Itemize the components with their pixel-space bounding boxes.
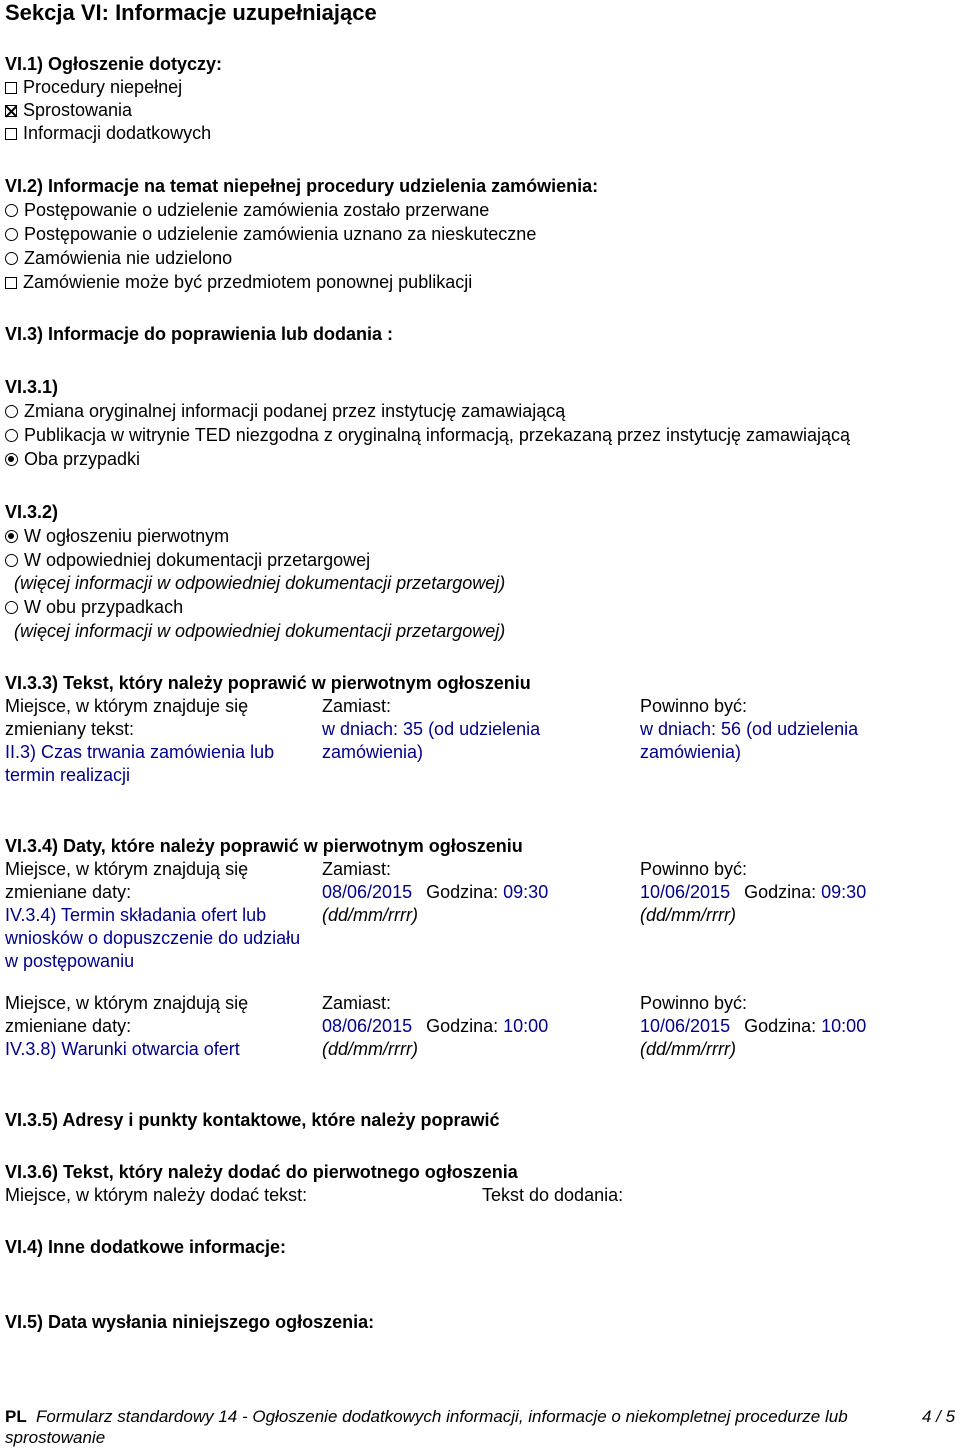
vi2-option-nieskuteczne[interactable] bbox=[5, 223, 536, 245]
vi34-entry1-place-3: w postępowaniu bbox=[5, 951, 135, 971]
option-label: Procedury niepełnej bbox=[23, 77, 183, 97]
vi33-place-value-2: termin realizacji bbox=[5, 765, 131, 785]
vi33-instead-label: Zamiast: bbox=[322, 696, 392, 716]
checkbox-unchecked-icon bbox=[5, 82, 17, 94]
vi34-place-label: Miejsce, w którym znajdują się bbox=[5, 993, 249, 1013]
vi31-option-oba[interactable] bbox=[5, 448, 140, 470]
vi34-entry1-should-format: (dd/mm/rrrr) bbox=[640, 905, 736, 925]
vi1-option-procedury[interactable] bbox=[5, 76, 182, 98]
footer-lang: PL bbox=[5, 1407, 27, 1426]
vi33-heading: VI.3.3) Tekst, który należy poprawić w pierwotnym ogłoszeniu bbox=[5, 673, 531, 693]
vi34-entry1-should-datetime bbox=[640, 881, 866, 903]
vi31-heading: VI.3.1) bbox=[5, 377, 59, 397]
vi1-option-informacji[interactable] bbox=[5, 122, 211, 144]
vi2-option-ponowna-publikacja[interactable] bbox=[5, 271, 472, 293]
time-label: Godzina: bbox=[426, 882, 499, 902]
vi34-place-label: Miejsce, w którym znajdują się bbox=[5, 859, 249, 879]
vi33-place-value: II.3) Czas trwania zamówienia lub bbox=[5, 742, 275, 762]
vi34-place-label-2: zmieniane daty: bbox=[5, 1016, 132, 1036]
option-label: W ogłoszeniu pierwotnym bbox=[24, 526, 230, 546]
vi32-heading: VI.3.2) bbox=[5, 502, 59, 522]
vi4-heading: VI.4) Inne dodatkowe informacje: bbox=[5, 1237, 287, 1257]
vi34-entry1-place-2: wniosków o dopuszczenie do udziału bbox=[5, 928, 301, 948]
time-label: Godzina: bbox=[744, 882, 817, 902]
option-label: Postępowanie o udzielenie zamówienia zostało przerwane bbox=[24, 200, 490, 220]
radio-selected-icon bbox=[5, 453, 18, 466]
radio-unselected-icon bbox=[5, 228, 18, 241]
vi2-option-nie-udzielono[interactable] bbox=[5, 247, 232, 269]
vi34-entry2-instead-format: (dd/mm/rrrr) bbox=[322, 1039, 418, 1059]
vi31-option-publikacja-ted[interactable] bbox=[5, 424, 850, 446]
vi32-option-pierwotne[interactable] bbox=[5, 525, 229, 547]
time-label: Godzina: bbox=[426, 1016, 499, 1036]
option-label: Zmiana oryginalnej informacji podanej przez instytucję zamawiającą bbox=[24, 401, 566, 421]
vi34-entry1-should-label: Powinno być: bbox=[640, 859, 748, 879]
vi34-entry2-should-format: (dd/mm/rrrr) bbox=[640, 1039, 736, 1059]
vi1-option-sprostowania[interactable] bbox=[5, 99, 132, 121]
radio-unselected-icon bbox=[5, 405, 18, 418]
vi32-option-oba[interactable] bbox=[5, 596, 183, 618]
vi34-entry2-instead-label: Zamiast: bbox=[322, 993, 392, 1013]
vi32-option-dokumentacja-note: (więcej informacji w odpowiedniej dokumentacji przetargowej) bbox=[14, 573, 506, 593]
vi33-should-value: w dniach: 56 (od udzielenia bbox=[640, 719, 859, 739]
option-label: W obu przypadkach bbox=[24, 597, 184, 617]
instead-time: 10:00 bbox=[503, 1016, 549, 1036]
option-label: Zamówienie może być przedmiotem ponownej publikacji bbox=[23, 272, 473, 292]
vi34-entry2-should-datetime bbox=[640, 1015, 866, 1037]
checkbox-unchecked-icon bbox=[5, 128, 17, 140]
option-label: Publikacja w witrynie TED niezgodna z oryginalną informacją, przekazaną przez instytucję zamawiającą bbox=[24, 425, 851, 445]
vi33-place-label: Miejsce, w którym znajduje się bbox=[5, 696, 249, 716]
vi34-entry2-should-label: Powinno być: bbox=[640, 993, 748, 1013]
vi36-text-label: Tekst do dodania: bbox=[482, 1185, 624, 1205]
vi33-should-label: Powinno być: bbox=[640, 696, 748, 716]
should-date: 10/06/2015 bbox=[640, 1016, 731, 1036]
footer-form-title: Formularz standardowy 14 - Ogłoszenie dodatkowych informacji, informacje o niekompletnej procedurze lub bbox=[36, 1407, 848, 1426]
checkbox-unchecked-icon bbox=[5, 277, 17, 289]
radio-unselected-icon bbox=[5, 554, 18, 567]
vi33-place-label-2: zmieniany tekst: bbox=[5, 719, 135, 739]
vi1-heading: VI.1) Ogłoszenie dotyczy: bbox=[5, 54, 223, 74]
vi34-entry2-instead-datetime bbox=[322, 1015, 548, 1037]
vi36-place-label: Miejsce, w którym należy dodać tekst: bbox=[5, 1185, 308, 1205]
vi34-entry1-place: IV.3.4) Termin składania ofert lub bbox=[5, 905, 267, 925]
vi33-instead-value: w dniach: 35 (od udzielenia bbox=[322, 719, 541, 739]
radio-unselected-icon bbox=[5, 252, 18, 265]
vi32-option-dokumentacja[interactable] bbox=[5, 549, 370, 571]
option-label: W odpowiedniej dokumentacji przetargowej bbox=[24, 550, 371, 570]
section-title: Sekcja VI: Informacje uzupełniające bbox=[5, 0, 377, 25]
vi34-entry2-place: IV.3.8) Warunki otwarcia ofert bbox=[5, 1039, 240, 1059]
radio-unselected-icon bbox=[5, 601, 18, 614]
vi34-heading: VI.3.4) Daty, które należy poprawić w pierwotnym ogłoszeniu bbox=[5, 836, 523, 856]
vi33-instead-value-2: zamówienia) bbox=[322, 742, 424, 762]
vi34-place-label-2: zmieniane daty: bbox=[5, 882, 132, 902]
option-label: Zamówienia nie udzielono bbox=[24, 248, 233, 268]
time-label: Godzina: bbox=[744, 1016, 817, 1036]
option-label: Oba przypadki bbox=[24, 449, 141, 469]
should-time: 09:30 bbox=[821, 882, 867, 902]
vi33-should-value-2: zamówienia) bbox=[640, 742, 742, 762]
instead-date: 08/06/2015 bbox=[322, 1016, 413, 1036]
option-label: Informacji dodatkowych bbox=[23, 123, 212, 143]
vi34-entry1-instead-datetime bbox=[322, 881, 548, 903]
radio-unselected-icon bbox=[5, 204, 18, 217]
footer-form-title-2: sprostowanie bbox=[5, 1428, 106, 1447]
vi34-entry1-instead-format: (dd/mm/rrrr) bbox=[322, 905, 418, 925]
vi31-option-zmiana[interactable] bbox=[5, 400, 565, 422]
footer-page-number: 4 / 5 bbox=[922, 1407, 956, 1426]
radio-unselected-icon bbox=[5, 429, 18, 442]
checkbox-checked-icon bbox=[5, 105, 17, 117]
should-time: 10:00 bbox=[821, 1016, 867, 1036]
radio-selected-icon bbox=[5, 530, 18, 543]
vi3-heading: VI.3) Informacje do poprawienia lub dodania : bbox=[5, 324, 394, 344]
option-label: Postępowanie o udzielenie zamówienia uznano za nieskuteczne bbox=[24, 224, 537, 244]
instead-date: 08/06/2015 bbox=[322, 882, 413, 902]
vi2-option-przerwane[interactable] bbox=[5, 199, 489, 221]
vi32-option-oba-note: (więcej informacji w odpowiedniej dokumentacji przetargowej) bbox=[14, 621, 506, 641]
option-label: Sprostowania bbox=[23, 100, 133, 120]
vi34-entry1-instead-label: Zamiast: bbox=[322, 859, 392, 879]
vi35-heading: VI.3.5) Adresy i punkty kontaktowe, które należy poprawić bbox=[5, 1110, 500, 1130]
vi5-heading: VI.5) Data wysłania niniejszego ogłoszenia: bbox=[5, 1312, 375, 1332]
vi36-heading: VI.3.6) Tekst, który należy dodać do pierwotnego ogłoszenia bbox=[5, 1162, 518, 1182]
vi2-heading: VI.2) Informacje na temat niepełnej procedury udzielenia zamówienia: bbox=[5, 176, 599, 196]
should-date: 10/06/2015 bbox=[640, 882, 731, 902]
instead-time: 09:30 bbox=[503, 882, 549, 902]
